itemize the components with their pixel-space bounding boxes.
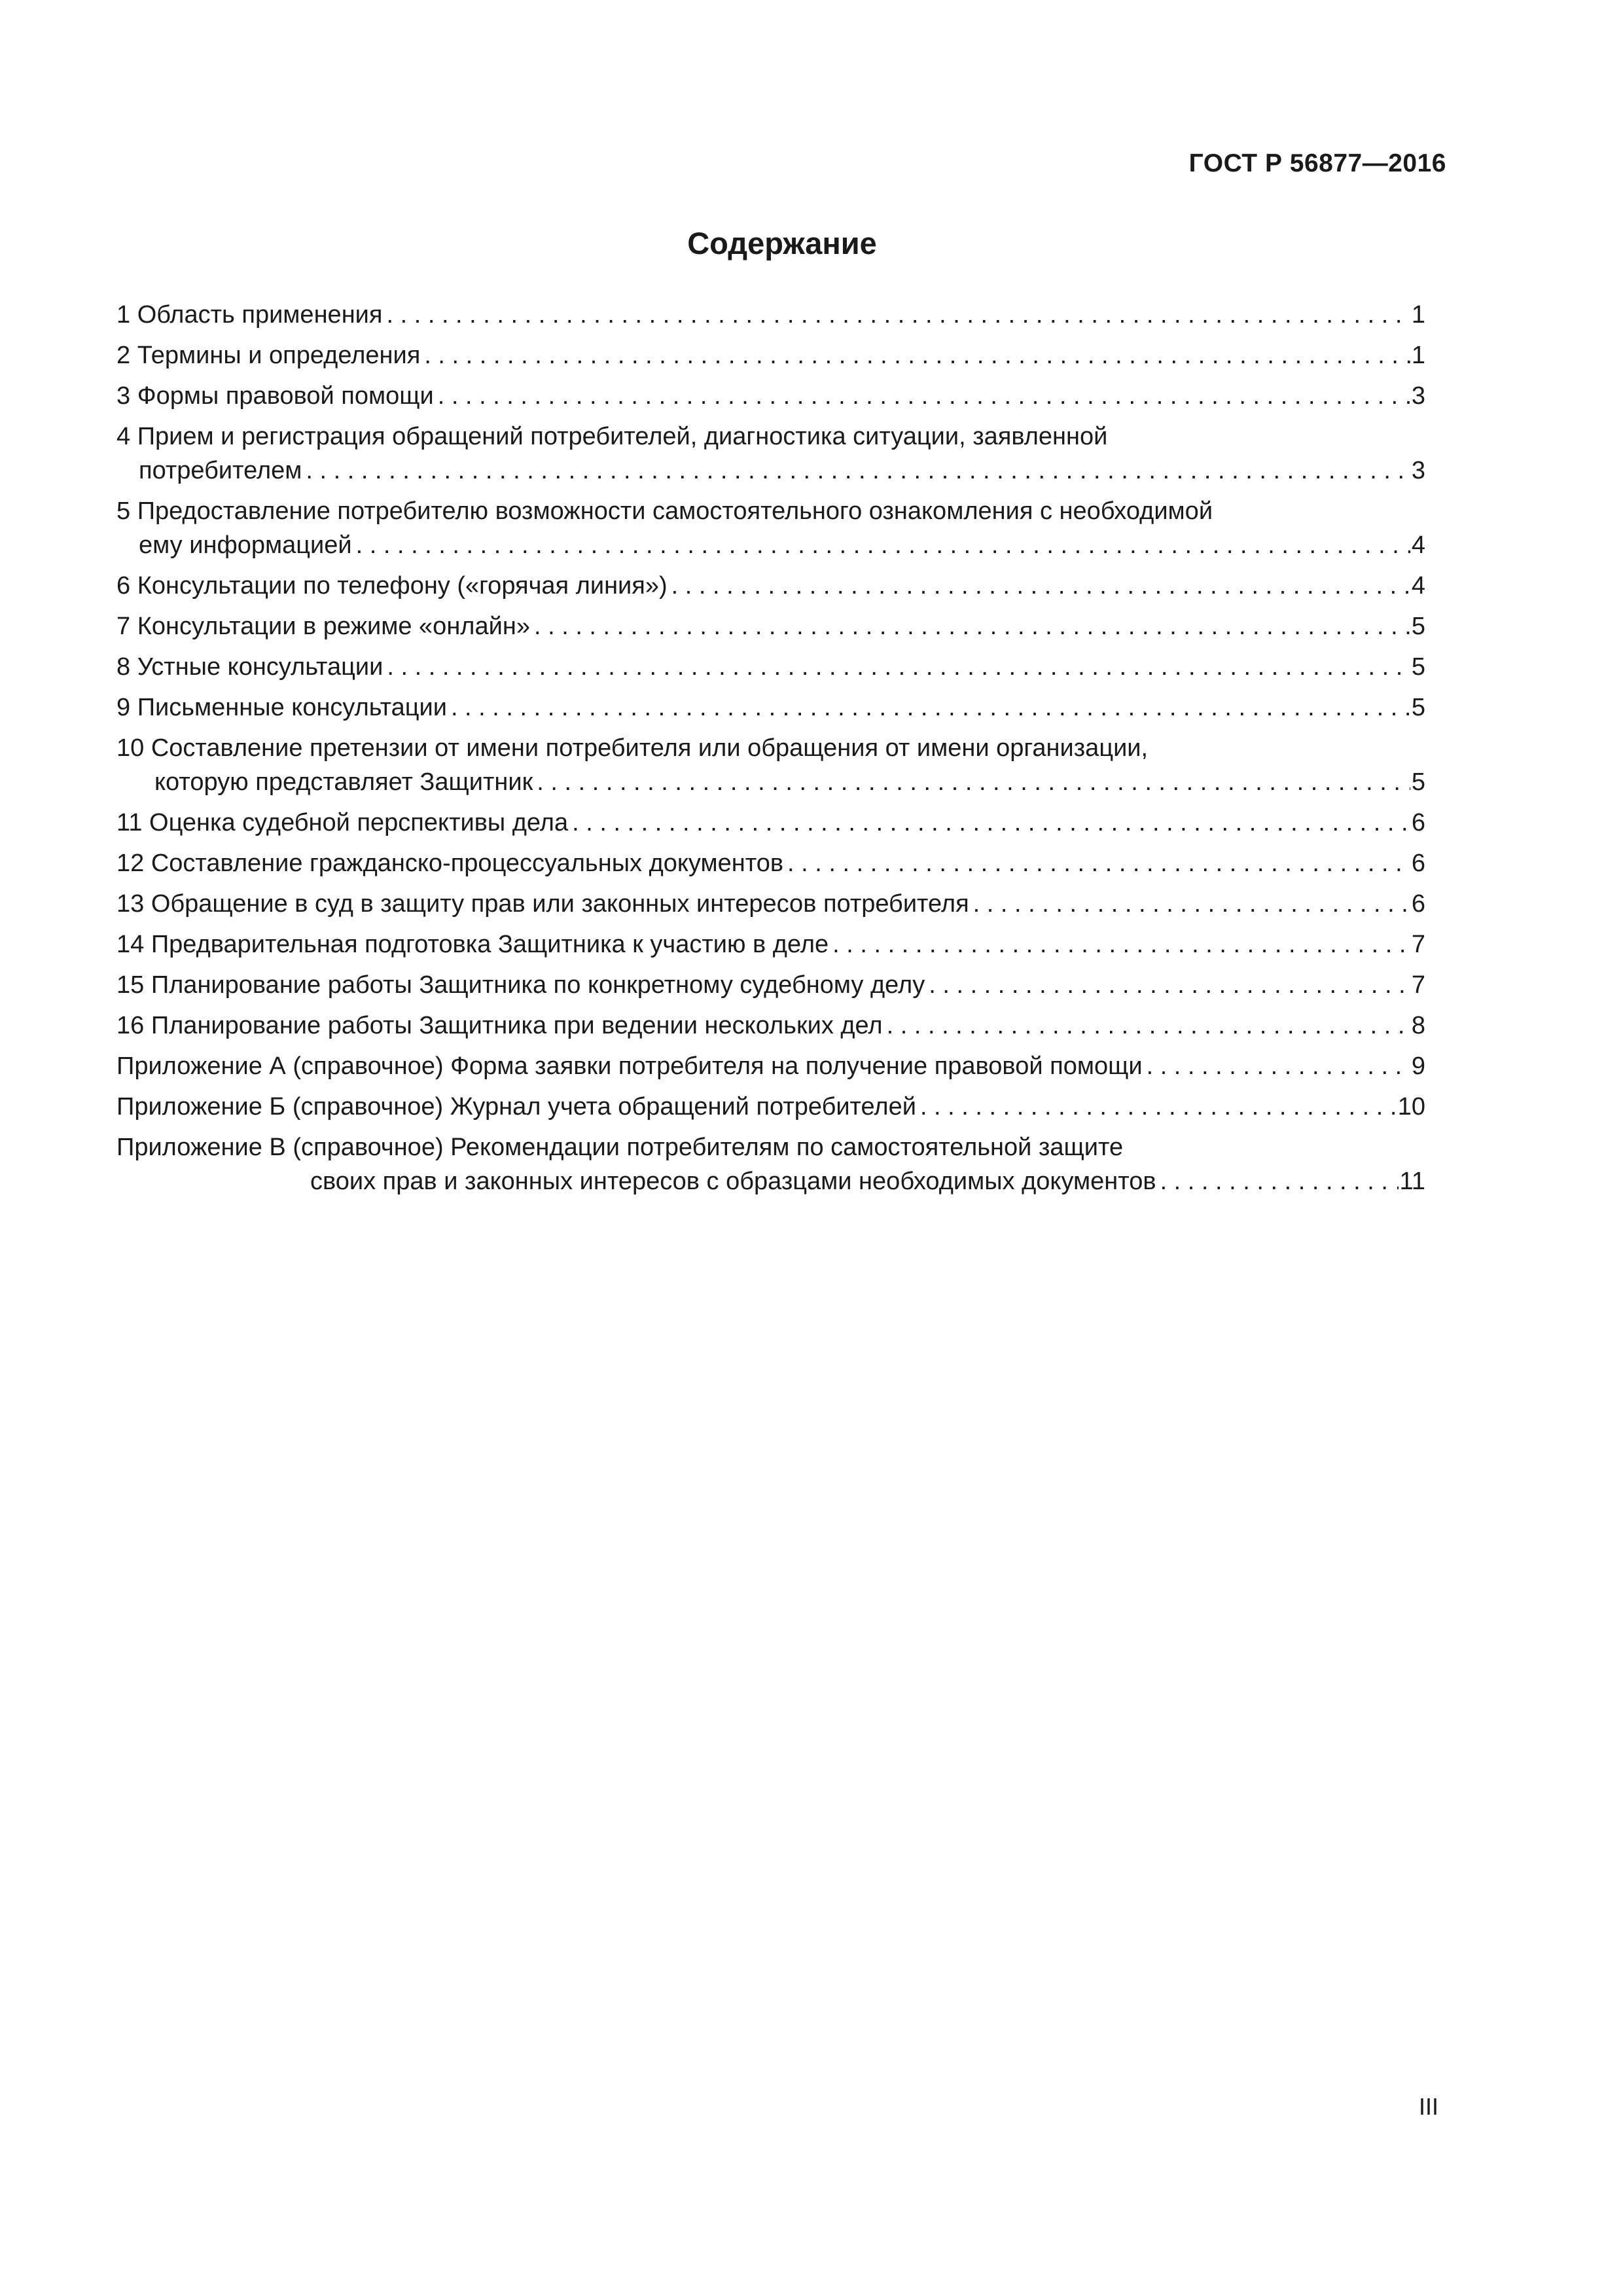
- toc-entry-page: 11: [1399, 1168, 1425, 1195]
- toc-entry-text: 2 Термины и определения: [116, 342, 421, 369]
- dot-leader: [424, 338, 1410, 372]
- toc-entry-9[interactable]: [116, 691, 1425, 725]
- document-code: ГОСТ Р 56877—2016: [1188, 149, 1446, 177]
- toc-entry-page: 1: [1411, 342, 1425, 369]
- toc-entry-page: 4: [1411, 531, 1425, 559]
- toc-entry-page: 5: [1411, 653, 1425, 681]
- toc-entry-text: Приложение Б (справочное) Журнал учета обращений потребителей: [116, 1093, 916, 1121]
- toc-entry-appendix-a[interactable]: [116, 1049, 1425, 1083]
- dot-leader: [929, 968, 1410, 1002]
- toc-entry-1[interactable]: [116, 298, 1425, 332]
- toc-entry-page: 7: [1411, 971, 1425, 999]
- toc-entry-text: 8 Устные консультации: [116, 653, 383, 681]
- toc-entry-2[interactable]: [116, 338, 1425, 372]
- toc-entry-page: 6: [1411, 850, 1425, 877]
- toc-entry-text-continued: потребителем: [139, 457, 302, 484]
- toc-entry-appendix-b[interactable]: [116, 1090, 1425, 1124]
- toc-entry-11[interactable]: [116, 806, 1425, 840]
- toc-entry-text: 5 Предоставление потребителю возможности самостоятельного ознакомления с необходимой: [116, 497, 1213, 525]
- toc-entry-4[interactable]: [116, 420, 1425, 488]
- dot-leader: [787, 846, 1410, 880]
- dot-leader: [973, 887, 1410, 921]
- toc-entry-text: 1 Область применения: [116, 301, 383, 329]
- dot-leader: [1160, 1164, 1399, 1198]
- toc-entry-text: 4 Прием и регистрация обращений потребителей, диагностика ситуации, заявленной: [116, 423, 1108, 450]
- dot-leader: [387, 650, 1410, 684]
- toc-entry-page: 8: [1411, 1012, 1425, 1039]
- toc-entry-8[interactable]: [116, 650, 1425, 684]
- toc-entry-5[interactable]: [116, 494, 1425, 562]
- toc-entry-page: 10: [1397, 1093, 1425, 1121]
- toc-entry-3[interactable]: [116, 379, 1425, 413]
- dot-leader: [572, 806, 1410, 840]
- toc-entry-page: 7: [1411, 931, 1425, 958]
- dot-leader: [887, 1009, 1410, 1043]
- dot-leader: [537, 765, 1410, 799]
- toc-entry-page: 9: [1411, 1052, 1425, 1080]
- toc-entry-text: 16 Планирование работы Защитника при ведении нескольких дел: [116, 1012, 883, 1039]
- toc-entry-text: 9 Письменные консультации: [116, 694, 447, 721]
- page-number: III: [1418, 2093, 1438, 2120]
- toc-entry-text: Приложение В (справочное) Рекомендации потребителям по самостоятельной защите: [116, 1134, 1124, 1161]
- dot-leader: [534, 609, 1410, 643]
- toc-entry-page: 6: [1411, 890, 1425, 918]
- toc-entry-page: 6: [1411, 809, 1425, 836]
- toc-entry-7[interactable]: [116, 609, 1425, 643]
- toc-entry-page: 1: [1411, 301, 1425, 329]
- toc-entry-page: 5: [1411, 768, 1425, 796]
- toc-entry-page: 5: [1411, 613, 1425, 640]
- dot-leader: [356, 528, 1410, 562]
- toc-entry-text: 12 Составление гражданско-процессуальных документов: [116, 850, 784, 877]
- toc-entry-14[interactable]: [116, 927, 1425, 961]
- toc-entry-text: 10 Составление претензии от имени потребителя или обращения от имени организации,: [116, 734, 1149, 762]
- toc-entry-appendix-v[interactable]: [116, 1130, 1425, 1198]
- toc-title: Содержание: [687, 226, 877, 260]
- toc-entry-text: 7 Консультации в режиме «онлайн»: [116, 613, 530, 640]
- toc-entry-6[interactable]: [116, 569, 1425, 603]
- dot-leader: [920, 1090, 1397, 1124]
- toc-entry-10[interactable]: [116, 731, 1425, 799]
- toc-entry-text: 11 Оценка судебной перспективы дела: [116, 809, 569, 836]
- toc-entry-text: 15 Планирование работы Защитника по конкретному судебному делу: [116, 971, 925, 999]
- toc-entry-text: 6 Консультации по телефону («горячая линия»): [116, 572, 668, 600]
- toc-entry-page: 4: [1411, 572, 1425, 600]
- toc-entry-page: 3: [1411, 382, 1425, 410]
- toc-entry-text-continued: которую представляет Защитник: [154, 768, 533, 796]
- dot-leader: [306, 454, 1410, 488]
- toc-entry-text-continued: своих прав и законных интересов с образцами необходимых документов: [310, 1168, 1156, 1195]
- dot-leader: [438, 379, 1410, 413]
- toc-entry-text: 3 Формы правовой помощи: [116, 382, 434, 410]
- toc-entry-text: Приложение А (справочное) Форма заявки потребителя на получение правовой помощи: [116, 1052, 1143, 1080]
- dot-leader: [451, 691, 1410, 725]
- toc-entry-13[interactable]: [116, 887, 1425, 921]
- table-of-contents: [116, 298, 1425, 1205]
- toc-entry-text: 13 Обращение в суд в защиту прав или законных интересов потребителя: [116, 890, 969, 918]
- toc-entry-text: 14 Предварительная подготовка Защитника к участию в деле: [116, 931, 829, 958]
- toc-entry-page: 5: [1411, 694, 1425, 721]
- toc-entry-16[interactable]: [116, 1009, 1425, 1043]
- toc-entry-12[interactable]: [116, 846, 1425, 880]
- toc-entry-15[interactable]: [116, 968, 1425, 1002]
- dot-leader: [386, 298, 1410, 332]
- dot-leader: [832, 927, 1410, 961]
- dot-leader: [671, 569, 1410, 603]
- toc-entry-text-continued: ему информацией: [139, 531, 352, 559]
- toc-entry-page: 3: [1411, 457, 1425, 484]
- dot-leader: [1147, 1049, 1410, 1083]
